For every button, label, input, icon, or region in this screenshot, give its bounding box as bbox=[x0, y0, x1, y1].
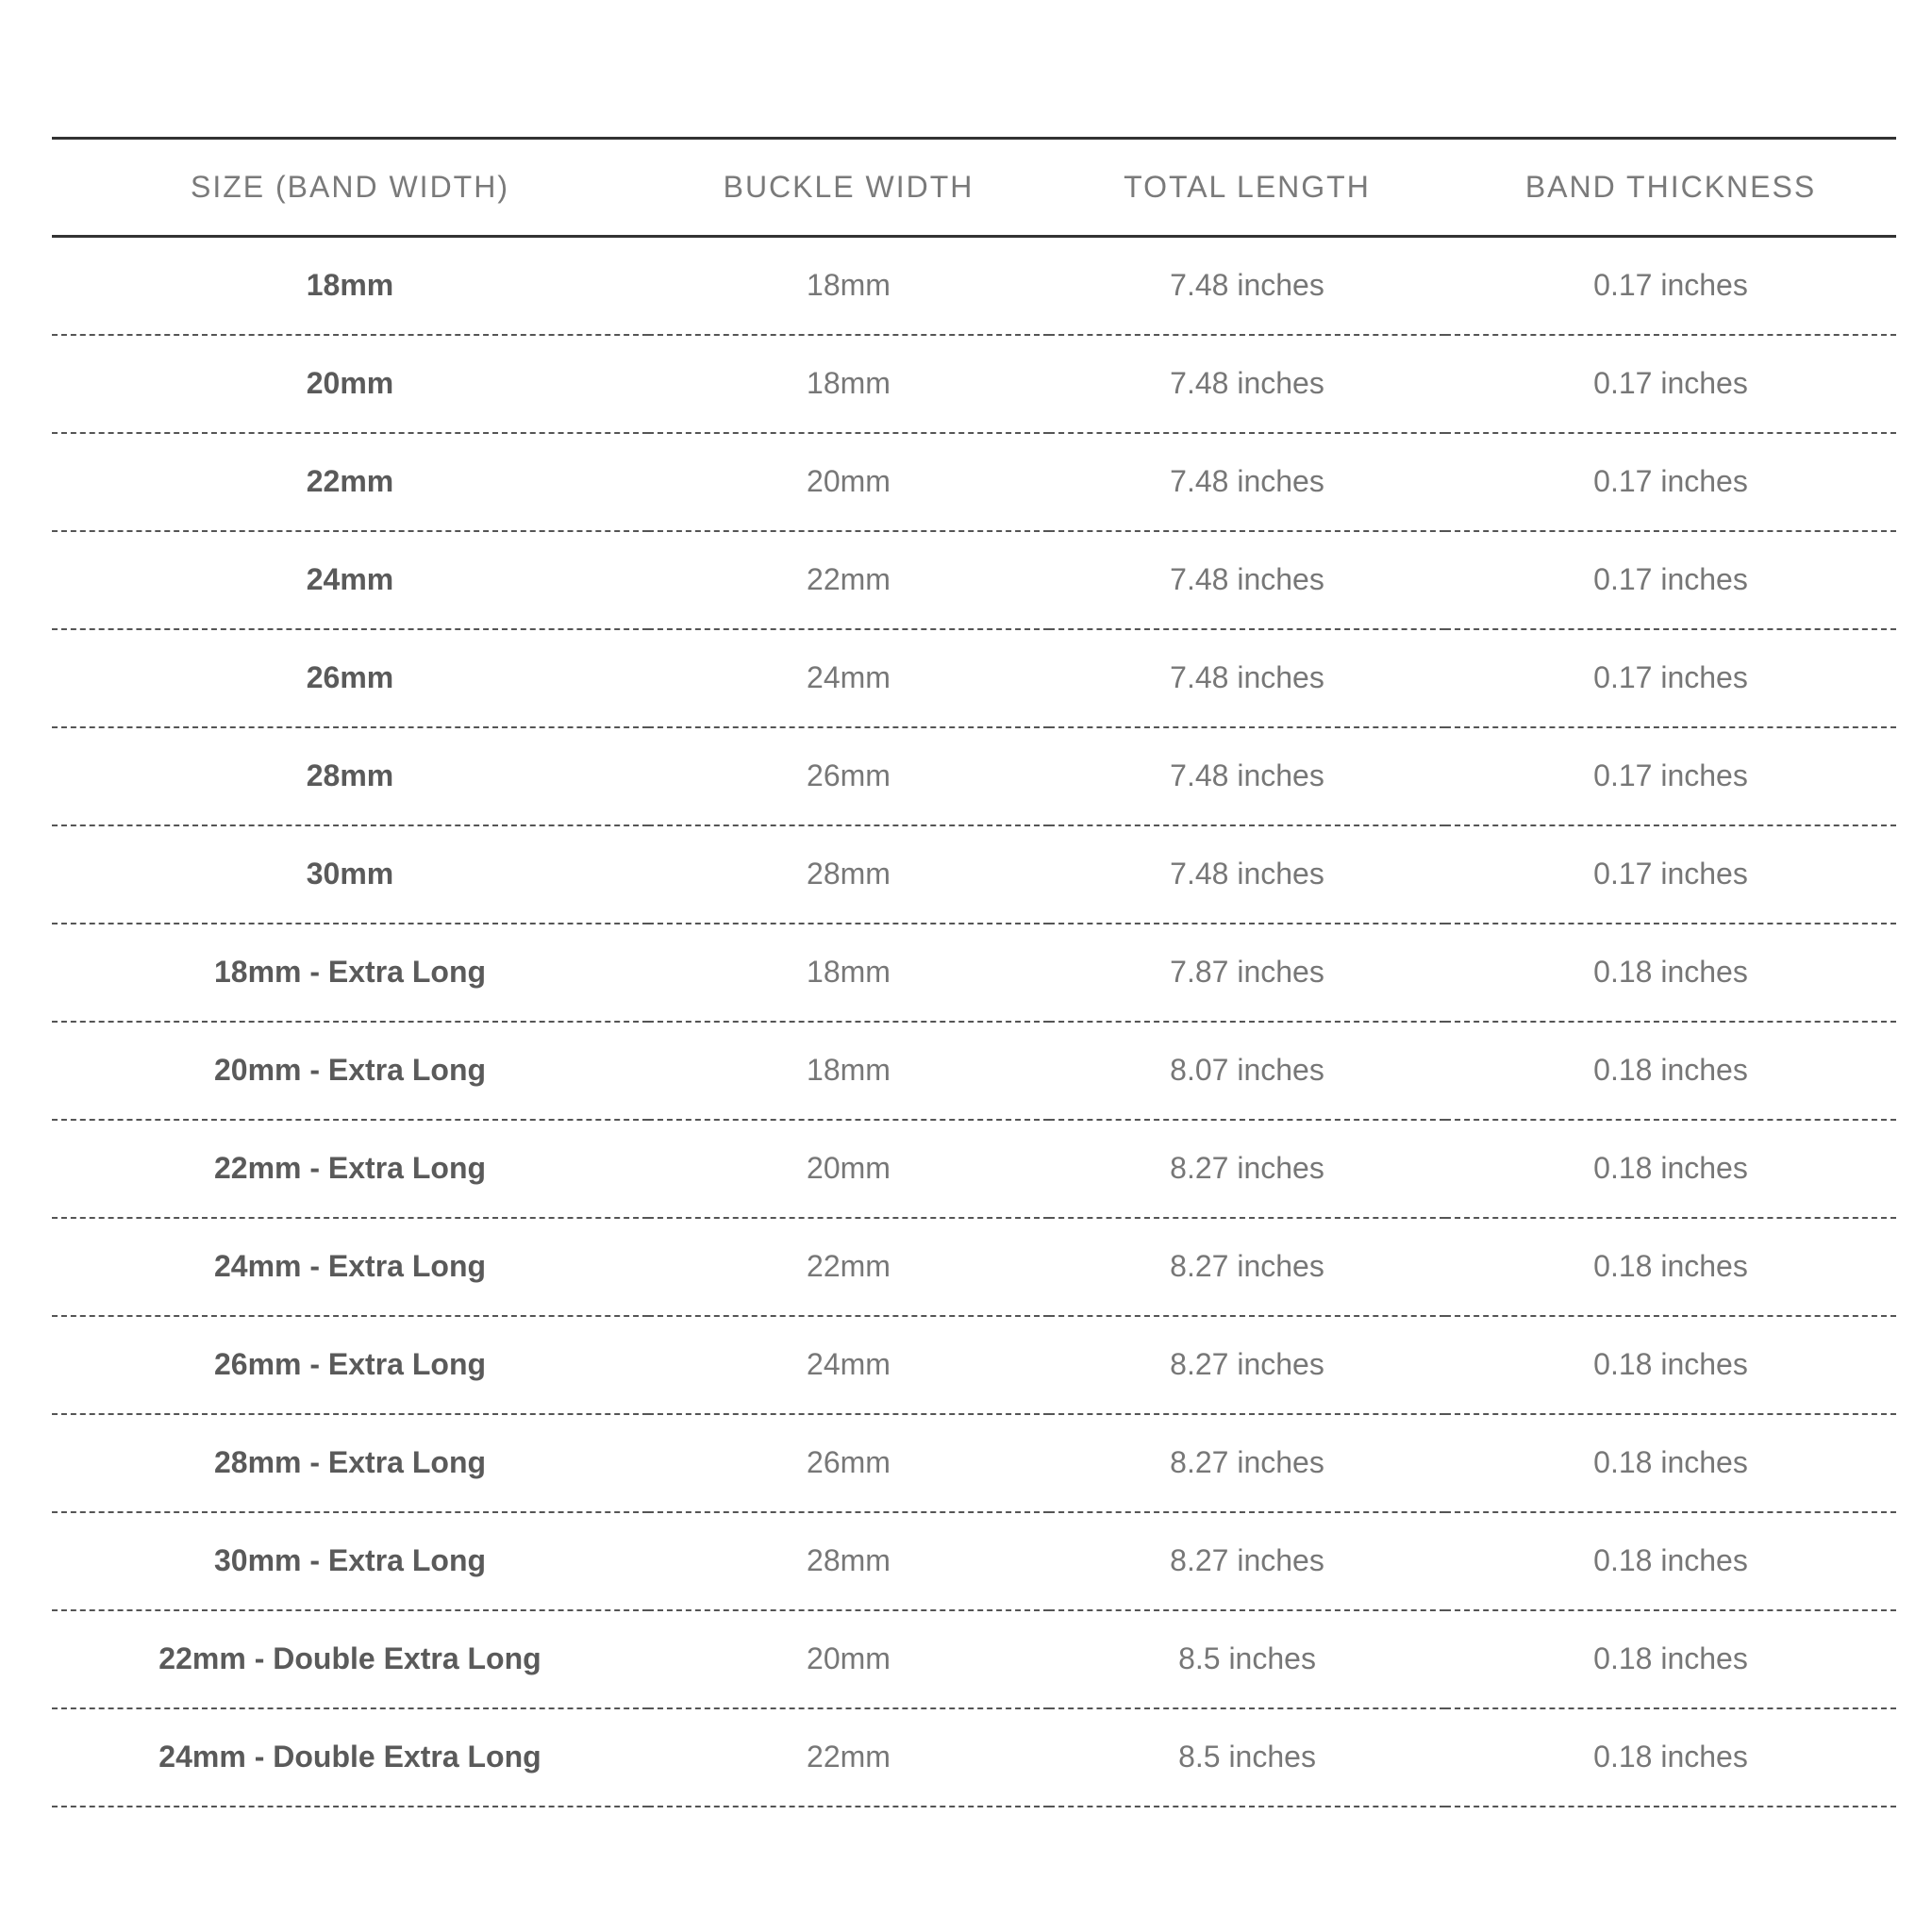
size-cell: 22mm - Double Extra Long bbox=[158, 1641, 541, 1675]
total-length-cell: 7.48 inches bbox=[1170, 464, 1324, 498]
band-thickness-cell: 0.18 inches bbox=[1593, 955, 1748, 989]
band-thickness-cell: 0.18 inches bbox=[1593, 1249, 1748, 1283]
total-length-cell: 8.27 inches bbox=[1170, 1347, 1324, 1381]
table-row bbox=[52, 924, 1896, 1022]
total-length-cell: 8.27 inches bbox=[1170, 1249, 1324, 1283]
header-buckle-width: BUCKLE WIDTH bbox=[723, 170, 974, 204]
buckle-width-cell: 22mm bbox=[807, 1740, 891, 1774]
buckle-width-cell: 22mm bbox=[807, 1249, 891, 1283]
size-cell: 28mm - Extra Long bbox=[213, 1445, 487, 1479]
total-length-cell: 7.48 inches bbox=[1170, 366, 1324, 400]
header-size-band-width: SIZE (BAND WIDTH) bbox=[191, 170, 509, 204]
total-length-cell: 7.48 inches bbox=[1170, 758, 1324, 792]
band-thickness-cell: 0.18 inches bbox=[1593, 1641, 1748, 1675]
table-row bbox=[52, 727, 1896, 825]
table-row bbox=[52, 825, 1896, 924]
size-cell: 30mm - Extra Long bbox=[213, 1543, 487, 1577]
buckle-width-cell: 20mm bbox=[807, 464, 891, 498]
total-length-cell: 8.27 inches bbox=[1170, 1151, 1324, 1185]
table-body bbox=[52, 237, 1896, 1807]
total-length-cell: 8.5 inches bbox=[1178, 1740, 1316, 1774]
table-row bbox=[52, 1512, 1896, 1610]
band-thickness-cell: 0.18 inches bbox=[1593, 1347, 1748, 1381]
size-cell: 24mm - Extra Long bbox=[213, 1249, 487, 1283]
header-band-thickness: BAND THICKNESS bbox=[1524, 170, 1817, 204]
band-thickness-cell: 0.17 inches bbox=[1593, 562, 1748, 596]
buckle-width-cell: 28mm bbox=[807, 1543, 891, 1577]
size-cell: 20mm bbox=[306, 366, 394, 400]
buckle-width-cell: 28mm bbox=[807, 857, 891, 891]
total-length-cell: 8.07 inches bbox=[1170, 1053, 1324, 1087]
band-thickness-cell: 0.17 inches bbox=[1593, 857, 1748, 891]
header-row bbox=[52, 139, 1896, 237]
band-thickness-cell: 0.18 inches bbox=[1593, 1053, 1748, 1087]
size-cell: 24mm - Double Extra Long bbox=[158, 1740, 541, 1774]
table-row bbox=[52, 433, 1896, 531]
header-total-length: TOTAL LENGTH bbox=[1124, 170, 1371, 204]
band-thickness-cell: 0.17 inches bbox=[1593, 660, 1748, 694]
size-cell: 26mm bbox=[306, 660, 394, 694]
size-cell: 20mm - Extra Long bbox=[213, 1053, 487, 1087]
buckle-width-cell: 18mm bbox=[807, 1053, 891, 1087]
table-row bbox=[52, 335, 1896, 433]
size-cell: 22mm bbox=[306, 464, 394, 498]
total-length-cell: 8.27 inches bbox=[1170, 1445, 1324, 1479]
buckle-width-cell: 18mm bbox=[807, 268, 891, 303]
buckle-width-cell: 18mm bbox=[807, 366, 891, 400]
table-row bbox=[52, 1316, 1896, 1414]
total-length-cell: 7.48 inches bbox=[1170, 660, 1324, 694]
band-thickness-cell: 0.18 inches bbox=[1593, 1151, 1748, 1185]
size-chart-table bbox=[52, 137, 1896, 1807]
size-cell: 22mm - Extra Long bbox=[213, 1151, 487, 1185]
size-cell: 24mm bbox=[306, 562, 394, 596]
table-row bbox=[52, 1120, 1896, 1218]
band-thickness-cell: 0.17 inches bbox=[1593, 464, 1748, 498]
buckle-width-cell: 22mm bbox=[807, 562, 891, 596]
band-thickness-cell: 0.17 inches bbox=[1593, 268, 1748, 303]
total-length-cell: 7.48 inches bbox=[1170, 562, 1324, 596]
size-cell: 30mm bbox=[306, 857, 394, 891]
size-cell: 28mm bbox=[306, 758, 394, 792]
total-length-cell: 8.5 inches bbox=[1178, 1641, 1316, 1675]
buckle-width-cell: 26mm bbox=[807, 758, 891, 792]
band-thickness-cell: 0.18 inches bbox=[1593, 1740, 1748, 1774]
band-thickness-cell: 0.18 inches bbox=[1593, 1445, 1748, 1479]
buckle-width-cell: 26mm bbox=[807, 1445, 891, 1479]
total-length-cell: 7.48 inches bbox=[1170, 857, 1324, 891]
band-thickness-cell: 0.17 inches bbox=[1593, 366, 1748, 400]
size-cell: 26mm - Extra Long bbox=[213, 1347, 487, 1381]
size-cell: 18mm bbox=[306, 268, 394, 303]
buckle-width-cell: 20mm bbox=[807, 1151, 891, 1185]
total-length-cell: 8.27 inches bbox=[1170, 1543, 1324, 1577]
buckle-width-cell: 20mm bbox=[807, 1641, 891, 1675]
table-row bbox=[52, 1218, 1896, 1316]
total-length-cell: 7.48 inches bbox=[1170, 268, 1324, 303]
buckle-width-cell: 24mm bbox=[807, 660, 891, 694]
table-row bbox=[52, 629, 1896, 727]
table-row bbox=[52, 1708, 1896, 1807]
table-row bbox=[52, 1610, 1896, 1708]
table-header bbox=[52, 139, 1896, 237]
table-row bbox=[52, 1414, 1896, 1512]
band-thickness-cell: 0.18 inches bbox=[1593, 1543, 1748, 1577]
table-row bbox=[52, 1022, 1896, 1120]
buckle-width-cell: 18mm bbox=[807, 955, 891, 989]
band-thickness-cell: 0.17 inches bbox=[1593, 758, 1748, 792]
table-row bbox=[52, 237, 1896, 335]
total-length-cell: 7.87 inches bbox=[1170, 955, 1324, 989]
size-cell: 18mm - Extra Long bbox=[213, 955, 487, 989]
table-row bbox=[52, 531, 1896, 629]
buckle-width-cell: 24mm bbox=[807, 1347, 891, 1381]
